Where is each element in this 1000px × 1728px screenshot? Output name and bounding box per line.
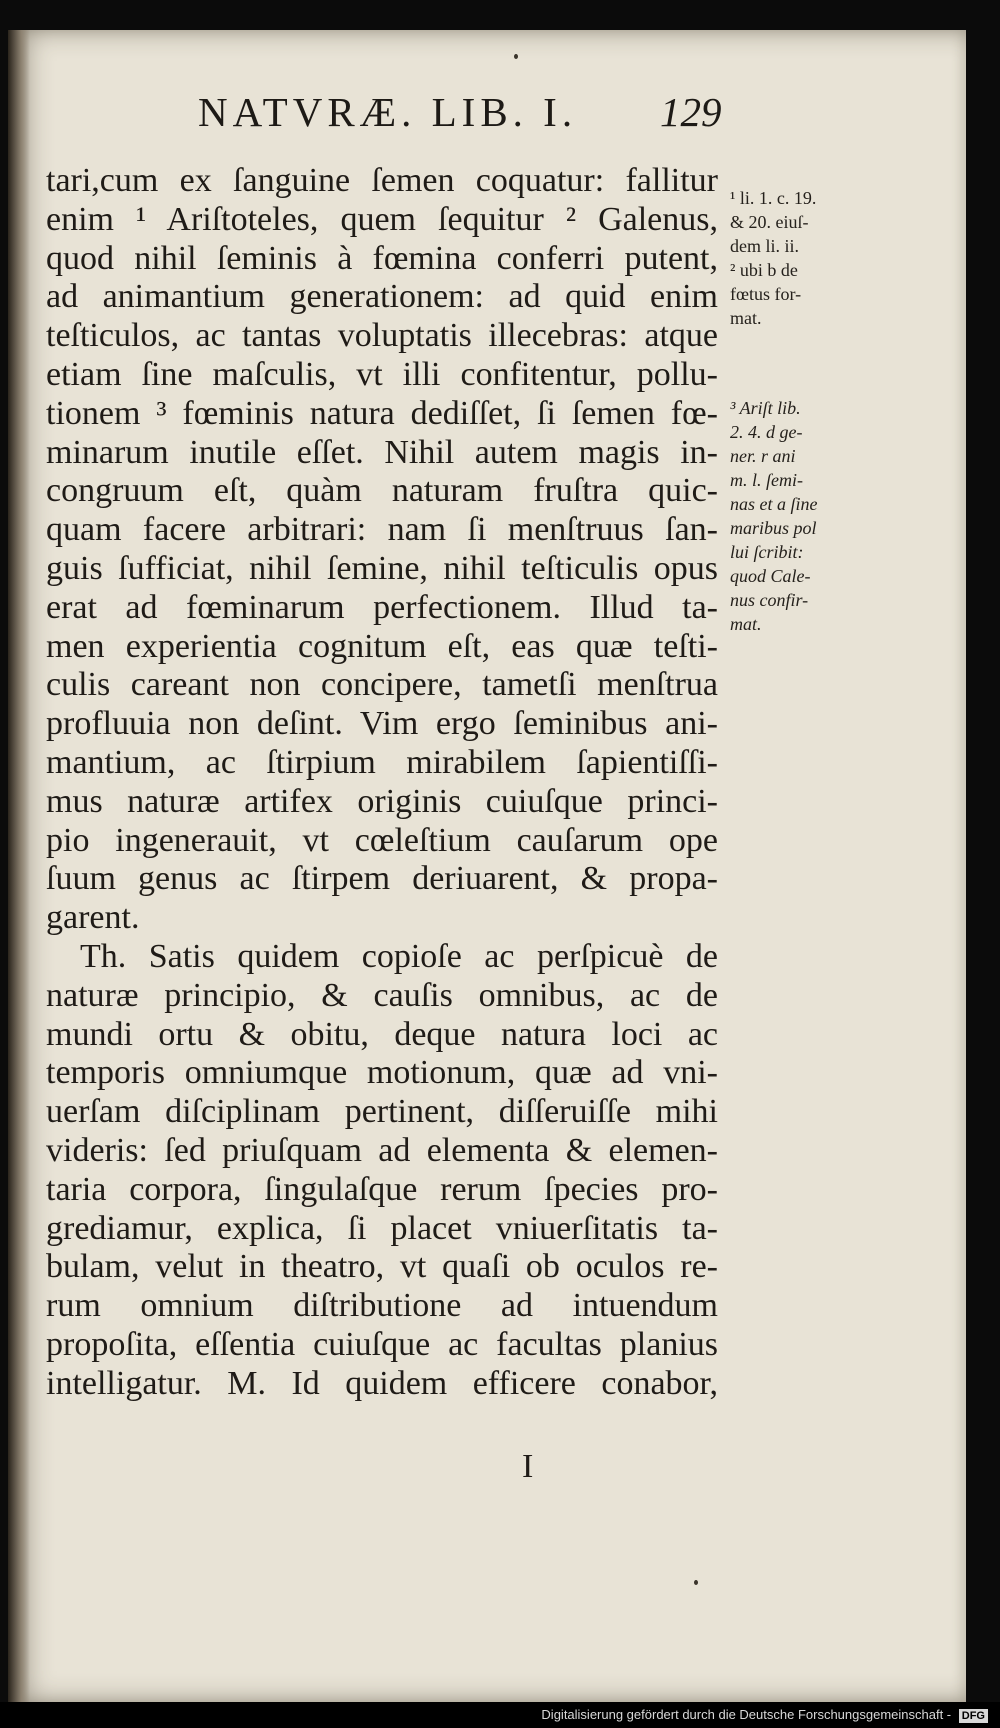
margin-note-line: lui ſcribit: [730, 542, 804, 562]
margin-note-line: ² ubi b de [730, 260, 798, 280]
signature-mark: I [522, 1448, 534, 1485]
main-text-block [46, 162, 718, 1404]
text-line: congruum eſt, quàm naturam fruſtra quic- [46, 472, 718, 510]
margin-note-line: ³ Ariſt lib. [730, 398, 801, 418]
text-line: culis careant non concipere, tametſi menſtrua [46, 666, 718, 704]
margin-note-references [730, 186, 850, 330]
margin-note-line: dem li. ii. [730, 236, 799, 256]
text-line: naturæ principio, & cauſis omnibus, ac de [46, 976, 718, 1014]
text-line: mantium, ac ſtirpium mirabilem ſapientiſſi- [46, 743, 718, 781]
margin-note-line: maribus pol [730, 518, 817, 538]
text-line: guis ſufficiat, nihil ſemine, nihil teſticulis opus [46, 549, 718, 587]
text-line: profluuia non deſint. Vim ergo ſeminibus ani- [46, 705, 718, 743]
text-line: quod nihil ſeminis à fœmina conferri putent, [46, 239, 718, 277]
margin-note-line: m. l. ſemi- [730, 470, 803, 490]
text-line: ſuum genus ac ſtirpem deriuarent, & propa- [46, 860, 718, 898]
text-line: tionem ³ fœminis natura dediſſet, ſi ſemen fœ- [46, 394, 718, 432]
text-line: quam facere arbitrari: nam ſi menſtruus ſan- [46, 511, 718, 549]
text-line: etiam ſine maſculis, vt illi confitentur, pollu- [46, 355, 718, 393]
text-line: temporis omniumque motionum, quæ ad vni- [46, 1054, 718, 1092]
footer-credit-text: Digitalisierung gefördert durch die Deutsche Forschungsgemeinschaft - [541, 1707, 952, 1722]
margin-note-line: mat. [730, 614, 762, 634]
text-line: taria corpora, ſingulaſque rerum ſpecies pro- [46, 1170, 718, 1208]
text-line: men experientia cognitum eſt, eas quæ teſti- [46, 627, 718, 665]
book-page [8, 30, 966, 1702]
margin-note-line: & 20. eiuſ- [730, 212, 809, 232]
text-line: mundi ortu & obitu, deque natura loci ac [46, 1015, 718, 1053]
margin-note-line: fœtus for- [730, 284, 802, 304]
text-line: videris: ſed priuſquam ad elementa & elemen- [46, 1131, 718, 1169]
text-line: minarum inutile eſſet. Nihil autem magis in- [46, 433, 718, 471]
text-line: grediamur, explica, ſi placet vniuerſitatis ta- [46, 1209, 718, 1247]
running-title: NATVRÆ. LIB. I. [198, 89, 578, 135]
margin-note-line: ¹ li. 1. c. 19. [730, 188, 817, 208]
margin-note-line: quod Cale- [730, 566, 811, 586]
page-gutter-shadow [8, 30, 30, 1702]
text-line: enim ¹ Ariſtoteles, quem ſequitur ² Galenus, [46, 200, 718, 238]
text-line: teſticulos, ac tantas voluptatis illecebras: atque [46, 317, 718, 355]
text-line: pio ingenerauit, vt cœleſtium cauſarum ope [46, 821, 718, 859]
page-number: 129 [660, 89, 722, 135]
text-line: bulam, velut in theatro, vt quaſi ob oculos re- [46, 1248, 718, 1286]
text-line: Th. Satis quidem copioſe ac perſpicuè de [80, 937, 718, 975]
digitization-footer [0, 1702, 1000, 1728]
text-line: rum omnium diſtributione ad intuendum [46, 1287, 718, 1325]
text-line: uerſam diſciplinam pertinent, diſſeruiſſe mihi [46, 1093, 718, 1131]
text-line: propoſita, eſſentia cuiuſque ac facultas planius [46, 1325, 718, 1363]
text-line: mus naturæ artifex originis cuiuſque princi- [46, 782, 718, 820]
text-line: garent. [46, 899, 140, 937]
dfg-logo: DFG [959, 1709, 988, 1723]
text-line: erat ad fœminarum perfectionem. Illud ta- [46, 588, 718, 626]
margin-note-aristotle [730, 396, 850, 636]
margin-note-line: ner. r ani [730, 446, 796, 466]
text-line: ad animantium generationem: ad quid enim [46, 278, 718, 316]
ink-speck [694, 1580, 698, 1585]
ink-speck [514, 54, 518, 59]
margin-note-line: nus confir- [730, 590, 809, 610]
margin-note-line: nas et a ſine [730, 494, 818, 514]
text-line: intelligatur. M. Id quidem efficere conabor, [46, 1364, 718, 1402]
margin-note-line: mat. [730, 308, 762, 328]
text-line: tari,cum ex ſanguine ſemen coquatur: fallitur [46, 162, 718, 199]
margin-note-line: 2. 4. d ge- [730, 422, 803, 442]
